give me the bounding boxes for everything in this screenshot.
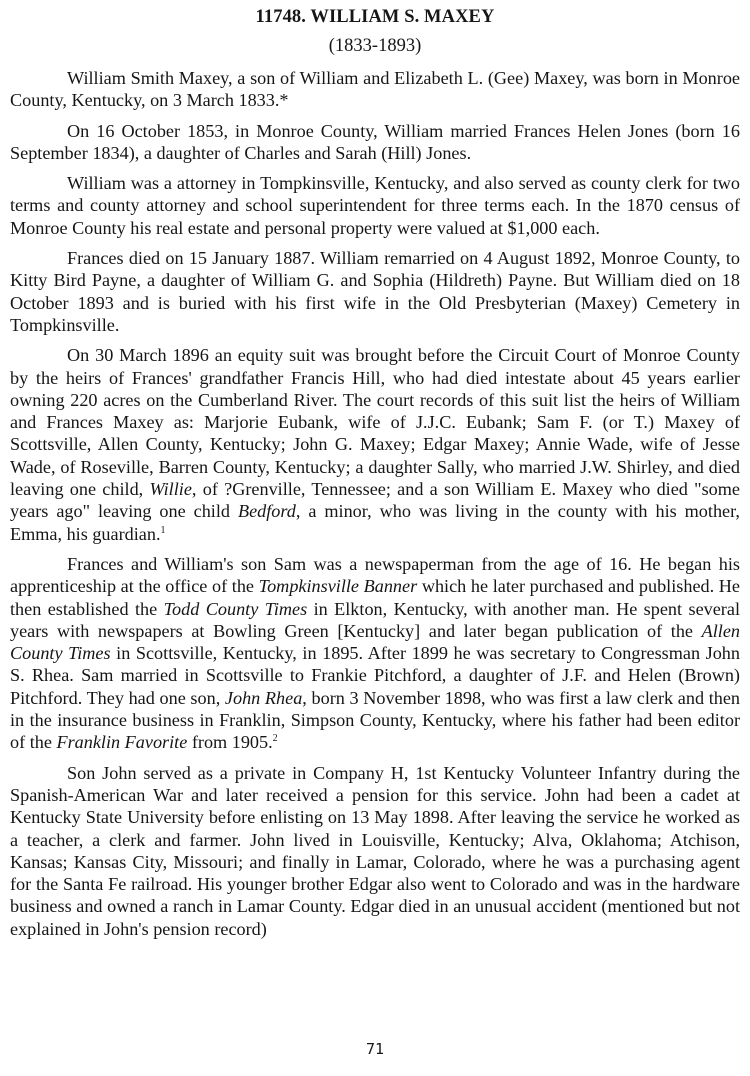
italic-newspaper: Franklin Favorite [56, 732, 188, 753]
text-run: On 30 March 1896 an equity suit was brought before the Circuit Court of Monroe County by the heirs of Frances' grandfather Francis Hill, who had died intestate about 45 years earlier owning 220 acres on the Cumberland River. The court records of this suit list the heirs of William and Frances Maxey as: Marjorie Eubank, wife of J.J.C. Eubank; Sam F. (or T.) Maxey of Scottsville, Allen County, Kentucky; John G. Maxey; Edgar Maxey; Annie Wade, wife of Jesse Wade, of Roseville, Barren County, Kentucky; a daughter Sally, who married J.W. Shirley, and died leaving one child, [10, 345, 740, 500]
paragraph-marriage: On 16 October 1853, in Monroe County, William married Frances Helen Jones (born 16 September 1834), a daughter of Charles and Sarah (Hill) Jones. [10, 120, 740, 163]
text-run: from 1905. [187, 732, 273, 753]
paragraph-son-sam [10, 553, 740, 754]
paragraph-birth: William Smith Maxey, a son of William and Elizabeth L. (Gee) Maxey, was born in Monroe County, Kentucky, on 3 March 1833.* [10, 68, 740, 111]
italic-newspaper: Tompkinsville Banner [258, 576, 418, 597]
italic-newspaper: Todd County Times [163, 598, 308, 619]
text-run: in Scottsville, Kentucky, in 1895. After 1899 he was secretary to Congressman John S. Rhea. Sam married in Scottsville to Frankie Pitchford, a daughter of J.F. and Helen (Brown) Pitchford. They had one son, [10, 643, 740, 708]
paragraph-equity-suit [10, 344, 740, 545]
paragraph-son-john: Son John served as a private in Company H, 1st Kentucky Volunteer Infantry during the Spanish-American War and later received a pension for this service. John had been a cadet at Kentucky State University before enlisting on 13 May 1898. After leaving the service he worked as a teacher, a clerk and farmer. John lived in Louisville, Kentucky; Alva, Oklahoma; Atchison, Kansas; Kansas City, Missouri; and finally in Lamar, Colorado, where he was a purchasing agent for the Santa Fe railroad. His younger brother Edgar also went to Colorado and was in the hardware business and owned a ranch in Lamar County. Edgar died in an unusual accident (mentioned but not explained in John's pension record) [10, 762, 740, 939]
text-run: which he later purchased and published. He then established the [10, 576, 740, 619]
text-run: Frances and William's son Sam was a newspaperman from the age of 16. He began his apprenticeship at the office of the [10, 553, 740, 597]
footnote-ref: 1 [160, 524, 166, 536]
paragraph-death: Frances died on 15 January 1887. William remarried on 4 August 1892, Monroe County, to Kitty Bird Payne, a daughter of William G. and Sophia (Hildreth) Payne. But William died on 18 October 1893 and is buried with his first wife in the Old Presbyterian (Maxey) Cemetery in Tompkinsville. [10, 248, 740, 335]
text-run: , a minor, who was living in the county with his mother, Emma, his guardian. [10, 501, 740, 544]
footnote-ref: 2 [272, 733, 278, 745]
page-number: 71 [365, 1040, 385, 1058]
italic-name: Willie [149, 479, 192, 500]
document-page [10, 6, 740, 948]
document-body [10, 67, 740, 940]
italic-newspaper: Allen County Times [10, 620, 740, 664]
life-dates: (1833-1893) [328, 36, 422, 56]
text-run: , born 3 November 1898, who was first a law clerk and then in the insurance business in Franklin, Simpson County, Kentucky, where his father had been editor of the [10, 687, 741, 753]
text-run: , of ?Grenville, Tennessee; and a son William E. Maxey who died "some years ago" leaving one child [10, 479, 740, 522]
italic-name: John Rhea [224, 687, 303, 708]
page-title: 11748. WILLIAM S. MAXEY [255, 7, 495, 27]
text-run: in Elkton, Kentucky, with another man. He spent several years with newspapers at Bowling Green [Kentucky] and later began publication of the [10, 598, 740, 641]
paragraph-career: William was a attorney in Tompkinsville, Kentucky, and also served as county clerk for two terms and county attorney and school superintendent for three terms each. In the 1870 census of Monroe County his real estate and personal property were valued at $1,000 each. [10, 173, 740, 238]
italic-name: Bedford [237, 501, 296, 522]
